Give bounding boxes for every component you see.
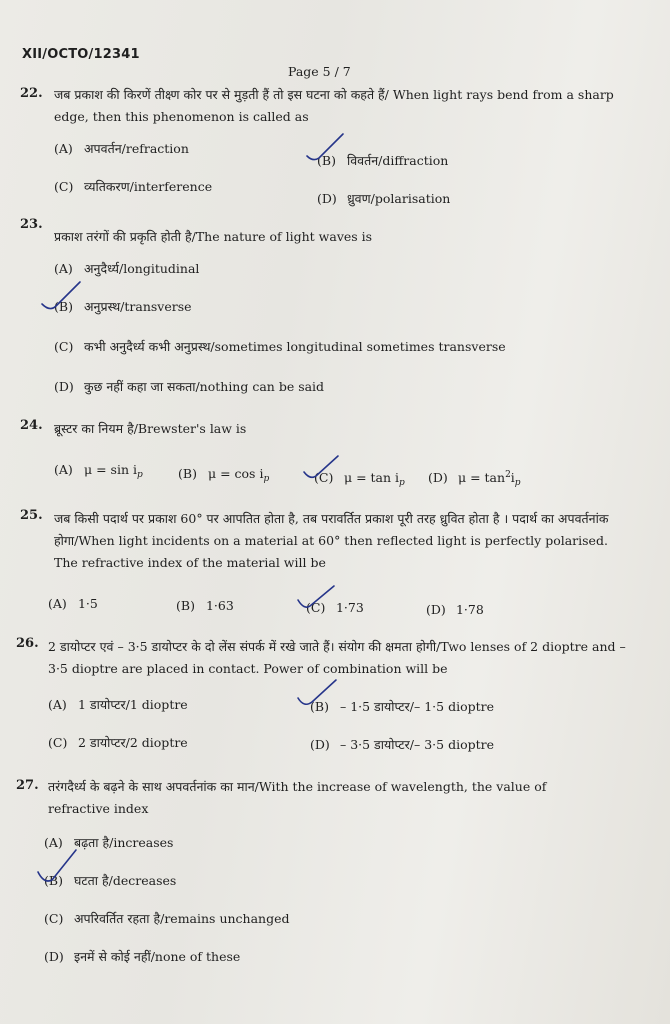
option-d: (D) इनमें से कोई नहीं/none of these [44,949,241,964]
question-number: 23. [20,217,43,232]
question-text: ब्रूस्टर का नियम है/Brewster's law is [54,421,247,436]
question-text: तरंगदैर्ध्य के बढ़ने के साथ अपवर्तनांक का मान/With the increase of wavelength, the value of refractive index [48,779,547,816]
option-c: (C) 1·73 [306,600,364,615]
question-number: 22. [20,86,43,101]
option-b: (B) विवर्तन/diffraction [317,153,449,168]
question-number: 27. [16,778,39,793]
option-a: (A) 1·5 [48,596,98,611]
question-text: 2 डायोप्टर एवं – 3·5 डायोप्टर के दो लेंस संपर्क में रखे जाते हैं। संयोग की क्षमता होगी/Two lenses of 2 dioptre and – 3·5 dioptre are placed in contact. Power of combination will be [48,639,626,676]
option-d: (D) कुछ नहीं कहा जा सकता/nothing can be said [54,379,325,394]
question-number: 25. [20,508,43,523]
question-text: जब प्रकाश की किरणें तीक्ष्ण कोर पर से मुड़ती हैं तो इस घटना को कहते हैं/ When light rays bend from a sharp edge, then this phenomenon is called as [54,87,614,124]
option-c: (C) व्यतिकरण/interference [54,179,213,194]
option-b: (B) घटता है/decreases [44,873,177,888]
question-number: 26. [16,636,39,651]
option-d: (D) $\mu = \tan^2i_p$ [428,470,521,488]
option-c: (C) अपरिवर्तित रहता है/remains unchanged [44,911,290,926]
option-a: (A) $\mu = \sin i_p$ [54,462,143,480]
option-a: (A) बढ़ता है/increases [44,835,174,850]
option-d: (D) ध्रुवण/polarisation [317,191,451,206]
option-c: (C) कभी अनुदैर्ध्य कभी अनुप्रस्थ/sometimes longitudinal sometimes transverse [54,339,506,354]
question-text: जब किसी पदार्थ पर प्रकाश 60° पर आपतित होता है, तब परावर्तित प्रकाश पूरी तरह ध्रुवित होता है । पदार्थ का अपवर्तनांक होगा/When light incidents on a material at 60° then reflected light is perfectly polarised. The refractive index of the material will be [54,511,609,570]
question-text: प्रकाश तरंगों की प्रकृति होती है/The nature of light waves is [54,229,373,244]
question-number: 24. [20,418,43,433]
option-d: (D) – 3·5 डायोप्टर/– 3·5 dioptre [310,737,495,752]
page-number: Page 5 / 7 [288,64,351,79]
option-b: (B) $\mu = \cos i_p$ [178,466,270,484]
option-b: (B) अनुप्रस्थ/transverse [54,299,192,314]
option-b: (B) – 1·5 डायोप्टर/– 1·5 dioptre [310,699,495,714]
option-a: (A) अपवर्तन/refraction [54,141,189,156]
option-b: (B) 1·63 [176,598,234,613]
paper-code: XII/OCTO/12341 [22,47,140,62]
option-d: (D) 1·78 [426,602,484,617]
option-c: (C) $\mu = \tan i_p$ [314,470,405,488]
option-c: (C) 2 डायोप्टर/2 dioptre [48,735,188,750]
option-a: (A) 1 डायोप्टर/1 dioptre [48,697,188,712]
option-a: (A) अनुदैर्ध्य/longitudinal [54,261,200,276]
